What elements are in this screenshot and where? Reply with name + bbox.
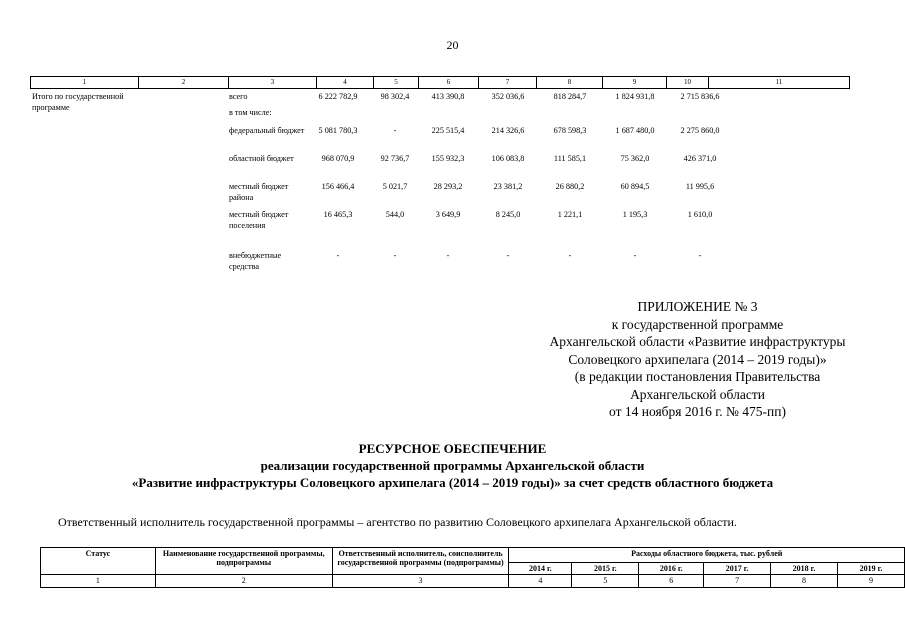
col-number: 5 — [374, 77, 419, 88]
appendix-header — [520, 298, 875, 421]
cell-value: 678 598,3 — [553, 126, 587, 135]
cell-value: - — [393, 251, 397, 260]
funding-source: всего — [229, 92, 248, 101]
cell-value: 1 221,1 — [557, 210, 583, 219]
cell-value: 1 610,0 — [687, 210, 713, 219]
cell-value: - — [446, 251, 450, 260]
col-number: 6 — [639, 575, 704, 588]
budget-table — [40, 547, 905, 588]
header-year: 2018 г. — [771, 563, 838, 575]
col-number: 3 — [332, 575, 509, 588]
funding-source: внебюджетные средства — [229, 251, 282, 271]
cell-value: 23 381,2 — [493, 182, 523, 191]
funding-source: областной бюджет — [229, 154, 294, 163]
cell-value: 1 195,3 — [622, 210, 648, 219]
col-number: 10 — [667, 77, 709, 88]
header-year: 2017 г. — [704, 563, 771, 575]
col-number: 8 — [771, 575, 838, 588]
cell-value: 28 293,2 — [433, 182, 463, 191]
cell-value: 8 245,0 — [495, 210, 521, 219]
cell-value: - — [698, 251, 702, 260]
cell-value: 1 824 931,8 — [615, 92, 655, 101]
page-number: 20 — [446, 38, 459, 52]
column-number-row — [41, 575, 905, 588]
cell-value: 225 515,4 — [431, 126, 465, 135]
cell-value: 3 649,9 — [435, 210, 461, 219]
cell-value: 26 880,2 — [555, 182, 585, 191]
col-number: 6 — [419, 77, 479, 88]
appendix-line: Архангельской области «Развитие инфраструктуры — [549, 334, 846, 349]
cell-value: - — [633, 251, 637, 260]
col-number: 4 — [317, 77, 374, 88]
col-number: 1 — [31, 77, 139, 88]
col-number: 3 — [229, 77, 317, 88]
col-number: 7 — [704, 575, 771, 588]
cell-value: 413 390,8 — [431, 92, 465, 101]
cell-value: 111 585,1 — [553, 154, 587, 163]
col-number: 5 — [572, 575, 639, 588]
col-number: 11 — [775, 78, 783, 86]
header-year: 2019 г. — [838, 563, 905, 575]
header-executor: Ответственный исполнитель, соисполнитель государственной программы (подпрограммы) — [332, 548, 509, 575]
cell-value: 5 021,7 — [382, 182, 408, 191]
cell-value: 11 995,6 — [685, 182, 715, 191]
cell-value: 544,0 — [385, 210, 405, 219]
col-number: 9 — [603, 77, 667, 88]
cell-value: 98 302,4 — [380, 92, 410, 101]
funding-source: в том числе: — [229, 108, 272, 117]
cell-value: 60 894,5 — [620, 182, 650, 191]
cell-value: 156 466,4 — [321, 182, 355, 191]
appendix-line: Архангельской области — [630, 386, 765, 402]
column-number-row — [30, 76, 850, 89]
col-number: 7 — [479, 77, 537, 88]
cell-value: 2 715 836,6 — [680, 92, 720, 101]
cell-value: 968 070,9 — [321, 154, 355, 163]
cell-value: 352 036,6 — [491, 92, 525, 101]
document-title — [0, 440, 905, 491]
funding-source: местный бюджет района — [229, 182, 289, 202]
cell-value: 106 083,8 — [491, 154, 525, 163]
header-year: 2015 г. — [572, 563, 639, 575]
title-line: «Развитие инфраструктуры Соловецкого архипелага (2014 – 2019 годы)» за счет средств областного бюджета — [131, 475, 774, 490]
responsible-executor-note: Ответственный исполнитель государственной программы – агентство по развитию Соловецкого архипелага Архангельской области. — [58, 515, 737, 529]
cell-value: 6 222 782,9 — [318, 92, 358, 101]
cell-value: 426 371,0 — [683, 154, 717, 163]
cell-value: - — [568, 251, 572, 260]
col-number: 4 — [509, 575, 572, 588]
cell-value: 75 362,0 — [620, 154, 650, 163]
appendix-line: к государственной программе — [611, 316, 784, 332]
header-status: Статус — [41, 548, 156, 575]
cell-value: 818 284,7 — [553, 92, 587, 101]
appendix-line: Соловецкого архипелага (2014 – 2019 годы)» — [568, 351, 827, 367]
appendix-line: от 14 ноября 2016 г. № 475-пп) — [609, 404, 786, 419]
appendix-line: (в редакции постановления Правительства — [574, 369, 821, 384]
col-number: 2 — [139, 77, 229, 88]
title-line: РЕСУРСНОЕ ОБЕСПЕЧЕНИЕ — [358, 441, 547, 456]
col-number: 9 — [838, 575, 905, 588]
cell-value: - — [393, 126, 397, 135]
cell-value: 5 081 780,3 — [318, 126, 358, 135]
cell-value: 1 687 480,0 — [615, 126, 655, 135]
appendix-line: ПРИЛОЖЕНИЕ № 3 — [637, 299, 758, 314]
header-expenses: Расходы областного бюджета, тыс. рублей — [509, 548, 905, 563]
col-number: 1 — [41, 575, 156, 588]
cell-value: 2 275 860,0 — [680, 126, 720, 135]
col-number: 2 — [155, 575, 332, 588]
cell-value: - — [336, 251, 340, 260]
cell-value: - — [506, 251, 510, 260]
header-program-name: Наименование государственной программы, подпрограммы — [155, 548, 332, 575]
funding-source: федеральный бюджет — [229, 126, 305, 135]
cell-value: 16 465,3 — [323, 210, 353, 219]
header-year: 2016 г. — [639, 563, 704, 575]
title-line: реализации государственной программы Архангельской области — [260, 458, 645, 473]
funding-table-continued — [30, 76, 850, 271]
cell-value: 92 736,7 — [380, 154, 410, 163]
row-label: Итого по государственной программе — [32, 92, 124, 112]
col-number: 8 — [537, 77, 603, 88]
cell-value: 214 326,6 — [491, 126, 525, 135]
header-year: 2014 г. — [509, 563, 572, 575]
cell-value: 155 932,3 — [431, 154, 465, 163]
funding-source: местный бюджет поселения — [229, 210, 289, 230]
